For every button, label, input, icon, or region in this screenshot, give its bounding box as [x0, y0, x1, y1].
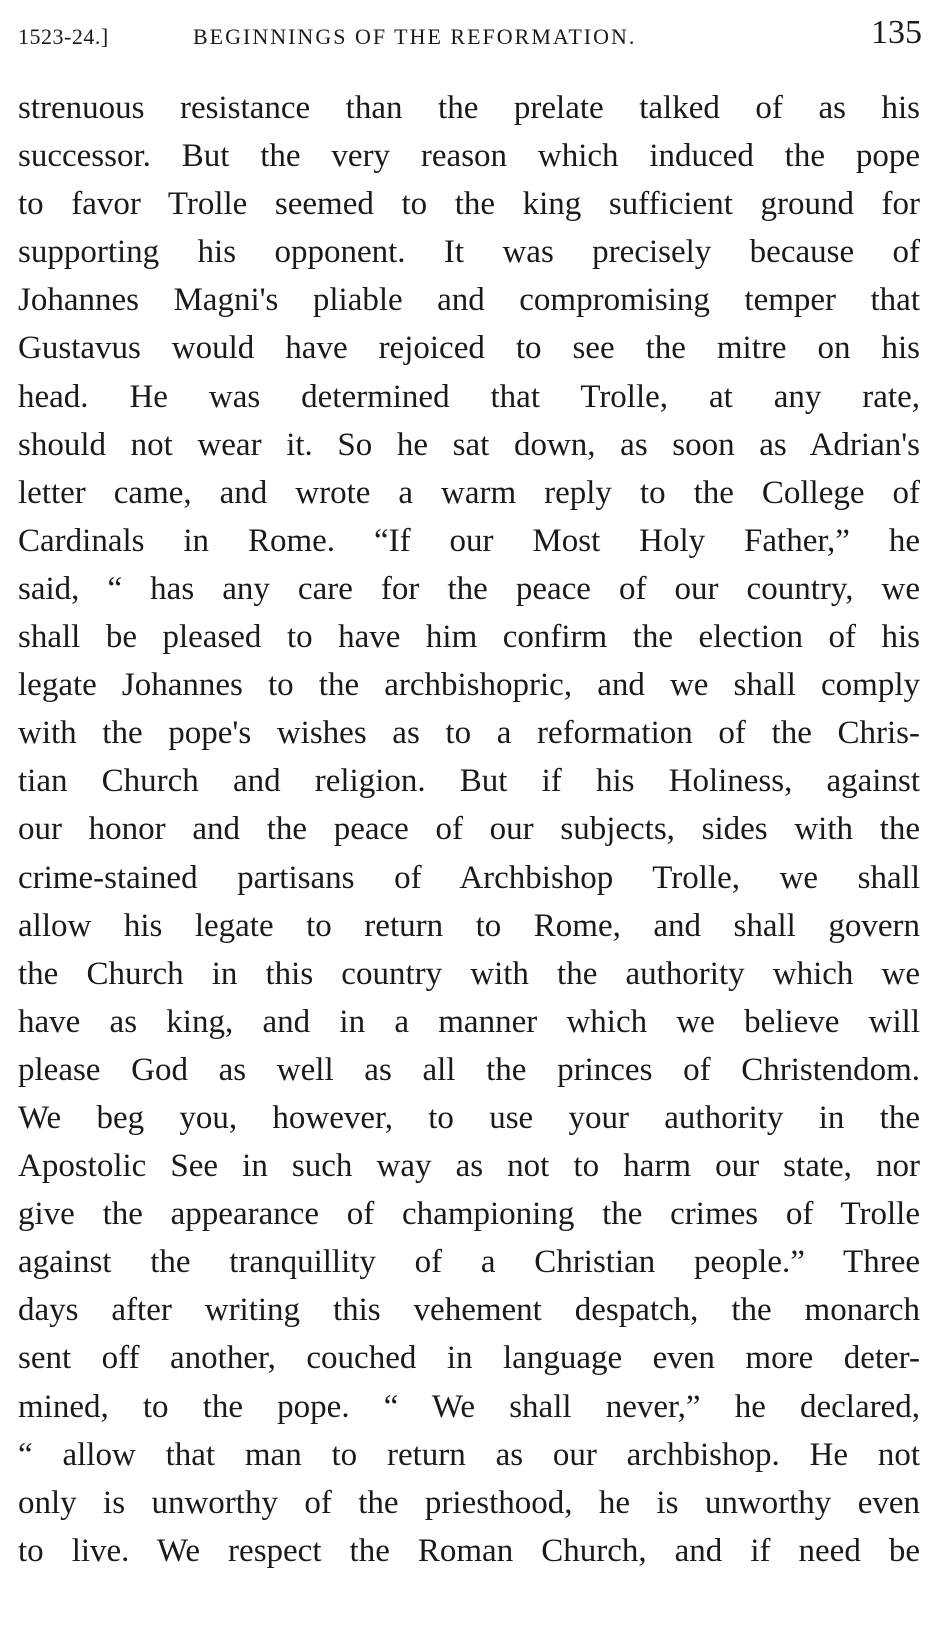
text-line: Gustavus would have rejoiced to see the mitre on his	[18, 330, 920, 367]
body-text	[18, 84, 920, 1575]
text-line: the Church in this country with the authority which we	[18, 955, 920, 992]
text-line: said, “ has any care for the peace of our country, we	[18, 570, 920, 607]
text-line: strenuous resistance than the prelate talked of as his	[18, 90, 920, 126]
text-line: sent off another, couched in language even more deter-	[18, 1340, 920, 1377]
running-header	[18, 14, 922, 58]
text-line: days after writing this vehement despatch, the monarch	[18, 1292, 920, 1329]
text-line: Cardinals in Rome. “If our Most Holy Father,” he	[18, 522, 920, 559]
text-line: have as king, and in a manner which we believe will	[18, 1003, 920, 1040]
text-line: Apostolic See in such way as not to harm our state, nor	[18, 1148, 920, 1185]
text-line: legate Johannes to the archbishopric, and we shall comply	[18, 667, 920, 704]
text-line: “ allow that man to return as our archbishop. He not	[18, 1436, 920, 1473]
text-line: Johannes Magni's pliable and compromising temper that	[18, 282, 920, 319]
page-number: 135	[871, 14, 922, 51]
text-line: allow his legate to return to Rome, and shall govern	[18, 907, 920, 944]
text-line: to live. We respect the Roman Church, and if need be	[18, 1532, 920, 1569]
text-line: please God as well as all the princes of Christendom.	[18, 1051, 920, 1088]
header-years: 1523-24.]	[18, 24, 109, 49]
text-line: mined, to the pope. “ We shall never,” he declared,	[18, 1388, 920, 1425]
text-line: shall be pleased to have him confirm the election of his	[18, 619, 920, 656]
text-line: successor. But the very reason which induced the pope	[18, 138, 920, 175]
text-line: against the tranquillity of a Christian people.” Three	[18, 1244, 920, 1281]
text-line: with the pope's wishes as to a reformation of the Chris-	[18, 715, 920, 752]
text-line: our honor and the peace of our subjects, sides with the	[18, 811, 920, 848]
text-line: give the appearance of championing the crimes of Trolle	[18, 1196, 920, 1233]
text-line: tian Church and religion. But if his Holiness, against	[18, 763, 920, 800]
text-line: should not wear it. So he sat down, as soon as Adrian's	[18, 426, 920, 463]
text-line: crime-stained partisans of Archbishop Trolle, we shall	[18, 859, 920, 896]
text-line: to favor Trolle seemed to the king sufficient ground for	[18, 186, 920, 223]
header-running-title: BEGINNINGS OF THE REFORMATION.	[193, 24, 637, 49]
text-line: supporting his opponent. It was precisely because of	[18, 234, 920, 271]
text-line: letter came, and wrote a warm reply to the College of	[18, 474, 920, 511]
text-line: head. He was determined that Trolle, at any rate,	[18, 378, 920, 415]
text-line: only is unworthy of the priesthood, he is unworthy even	[18, 1484, 920, 1521]
text-line: We beg you, however, to use your authority in the	[18, 1099, 920, 1136]
